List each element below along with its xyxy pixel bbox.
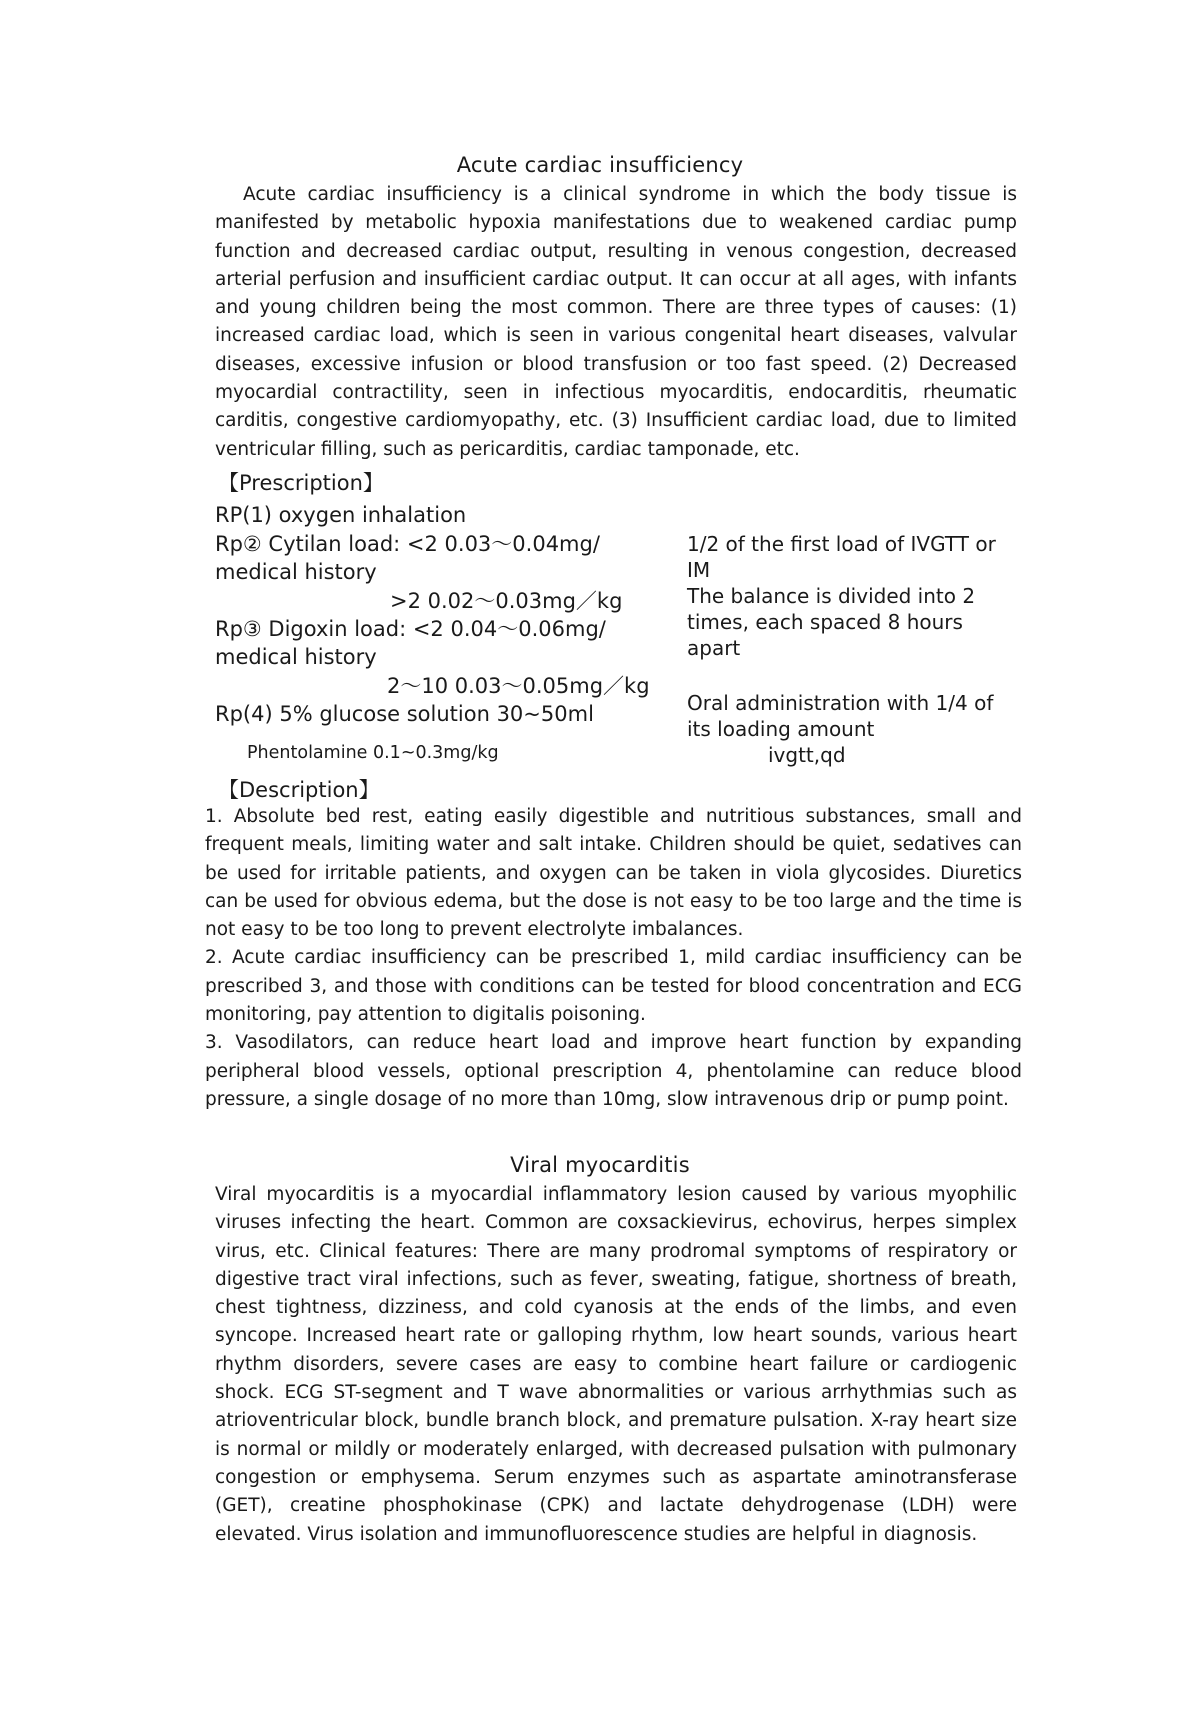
rx-note-2: The balance is divided into 2 times, each spaced 8 hours apart (687, 584, 976, 660)
section-title-acute-cardiac: Acute cardiac insufficiency (456, 153, 744, 177)
intro-text: Acute cardiac insufficiency is a clinical syndrome in which the body tissue is manifested by metabolic hypoxia manifestations due to weakened cardiac pump function and decreased cardiac output, resulting in venous congestion, decreased arterial perfusion and insufficient cardiac output. It can occur at all ages, with infants and young children being the most common. There are three types of causes: (1) increased cardiac load, which is seen in various congenital heart diseases, valvular diseases, excessive infusion or blood transfusion or too fast speed. (2) Decreased myocardial contractility, seen in infectious myocarditis, endocarditis, rheumatic carditis, congestive cardiomyopathy, etc. (3) Insufficient cardiac load, due to limited ventricular filling, such as pericarditis, cardiac tamponade, etc. (215, 184, 1017, 460)
rx-item-2-line1: Rp② Cytilan load: <2 0.03～0.04mg/ (215, 532, 600, 556)
viral-myocarditis-paragraph (215, 1181, 1017, 1549)
prescription-heading: 【Prescription】 (218, 471, 384, 495)
description-item-3: 3. Vasodilators, can reduce heart load and improve heart function by expanding peripheral blood vessels, optional prescription 4, phentolamine can reduce blood pressure, a single dosage of no more than 10mg, slow intravenous drip or pump point. (205, 1032, 1022, 1110)
rx-note-3: Oral administration with 1/4 of its loading amount (687, 691, 994, 741)
rx-note-4: ivgtt,qd (768, 743, 846, 767)
rx-item-4: Rp(4) 5% glucose solution 30~50ml (215, 702, 594, 726)
intro-paragraph (215, 181, 1017, 464)
rx-item-3-line1: Rp③ Digoxin load: <2 0.04～0.06mg/ (215, 617, 606, 641)
description-item-1: 1. Absolute bed rest, eating easily digestible and nutritious substances, small and frequent meals, limiting water and salt intake. Children should be quiet, sedatives can be used for irritable patients, and oxygen can be taken in viola glycosides. Diuretics can be used for obvious edema, but the dose is not easy to be too large and the time is not easy to be too long to prevent electrolyte imbalances. (205, 806, 1022, 941)
rx-item-2-line2: medical history (215, 560, 377, 584)
rx-phentolamine: Phentolamine 0.1~0.3mg/kg (247, 743, 499, 763)
rx-item-2-line3: >2 0.02～0.03mg／kg (390, 589, 623, 613)
viral-myocarditis-text: Viral myocarditis is a myocardial inflammatory lesion caused by various myophilic viruses infecting the heart. Common are coxsackievirus, echovirus, herpes simplex virus, etc. Clinical features: There are many prodromal symptoms of respiratory or digestive tract viral infections, such as fever, sweating, fatigue, shortness of breath, chest tightness, dizziness, and cold cyanosis at the ends of the limbs, and even syncope. Increased heart rate or galloping rhythm, low heart sounds, various heart rhythm disorders, severe cases are easy to combine heart failure or cardiogenic shock. ECG ST-segment and T wave abnormalities or various arrhythmias such as atrioventricular block, bundle branch block, and premature pulsation. X-ray heart size is normal or mildly or moderately enlarged, with decreased pulsation with pulmonary congestion or emphysema. Serum enzymes such as aspartate aminotransferase (GET), creatine phosphokinase (CPK) and lactate dehydrogenase (LDH) were elevated. Virus isolation and immunofluorescence studies are helpful in diagnosis. (215, 1184, 1017, 1545)
rx-item-3-line2: medical history (215, 645, 377, 669)
description-heading: 【Description】 (218, 778, 380, 802)
description-item-2: 2. Acute cardiac insufficiency can be prescribed 1, mild cardiac insufficiency can be prescribed 3, and those with conditions can be tested for blood concentration and ECG monitoring, pay attention to digitalis poisoning. (205, 947, 1022, 1026)
rx-item-3-line3: 2～10 0.03～0.05mg／kg (387, 674, 650, 698)
section-title-viral-myocarditis: Viral myocarditis (510, 1153, 690, 1177)
rx-note-1: 1/2 of the first load of IVGTT or IM (687, 532, 996, 582)
description-list (205, 803, 1022, 1114)
rx-item-1: RP(1) oxygen inhalation (215, 503, 467, 527)
